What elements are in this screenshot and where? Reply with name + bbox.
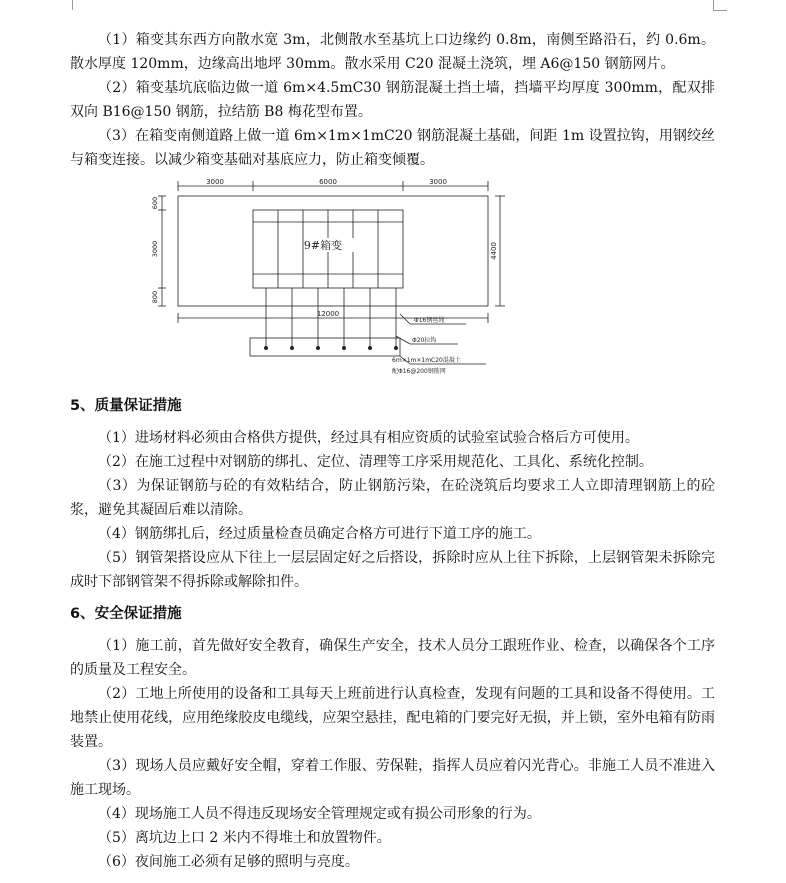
- transformer-label: 9#箱变: [303, 239, 343, 252]
- dim-top-2: 6000: [319, 178, 337, 186]
- paragraph-6-2: （2）工地上所使用的设备和工具每天上班前进行认真检查，发现有问题的工具和设备不得使用。工地禁止使用花线，应用绝缘胶皮电缆线，应架空悬挂，配电箱的门要完好无损，并上锁，室外电箱有防雨装置。: [70, 686, 715, 750]
- section-6-heading: 6、安全保证措施: [70, 606, 182, 622]
- document-page: [70, 28, 715, 874]
- foundation-drawing: [70, 176, 715, 392]
- page-corner-mark-right-h: [713, 10, 727, 11]
- note-anchor: Φ20拉钩: [412, 337, 437, 344]
- paragraph-6-3: （3）现场人员应戴好安全帽，穿着工作服、劳保鞋，指挥人员应着闪光背心。非施工人员不准进入施工现场。: [70, 758, 715, 798]
- paragraph-5-2: （2）在施工过程中对钢筋的绑扎、定位、清理等工序采用规范化、工具化、系统化控制。: [98, 454, 653, 470]
- paragraph-4-3: （3）在箱变南侧道路上做一道 6m×1m×1mC20 钢筋混凝土基础，间距 1m 设置拉钩，用钢绞丝与箱变连接。以减少箱变基础对基底应力，防止箱变倾覆。: [70, 128, 715, 168]
- paragraph-5-1: （1）进场材料必须由合格供方提供，经过具有相应资质的试验室试验合格后方可使用。: [98, 430, 639, 446]
- dim-top-1: 3000: [206, 178, 224, 186]
- paragraph-5-5: （5）钢管架搭设应从下往上一层层固定好之后搭设，拆除时应从上往下拆除，上层钢管架未拆除完成时下部钢管架不得拆除或解除扣件。: [70, 550, 715, 590]
- paragraph-5-4: （4）钢筋绑扎后，经过质量检查员确定合格方可进行下道工序的施工。: [98, 526, 541, 542]
- note-base-1: 6m×1m×1mC20混凝土: [392, 357, 461, 364]
- dim-top-3: 3000: [429, 178, 447, 186]
- note-rod: Φ16钢丝绳: [414, 317, 445, 324]
- paragraph-6-6: （6）夜间施工必须有足够的照明与亮度。: [98, 854, 359, 870]
- paragraph-4-1: （1）箱变其东西方向散水宽 3m，北侧散水至基坑上口边缘约 0.8m，南侧至路沿石，约 0.6m。散水厚度 120mm，边缘高出地坪 30mm。散水采用 C20 混凝土浇筑，埋 A6@150 钢筋网片。: [70, 32, 715, 72]
- paragraph-5-3: （3）为保证钢筋与砼的有效粘结合，防止钢筋污染，在砼浇筑后均要求工人立即清理钢筋上的砼浆，避免其凝固后难以清除。: [70, 478, 715, 518]
- dim-right: 4400: [490, 242, 498, 260]
- paragraph-6-1: （1）施工前，首先做好安全教育，确保生产安全，技术人员分工跟班作业、检查，以确保各个工序的质量及工程安全。: [70, 638, 715, 678]
- page-corner-mark-right: [713, 0, 714, 10]
- dim-left-1: 600: [151, 196, 159, 210]
- section-5-heading: 5、质量保证措施: [70, 398, 182, 414]
- paragraph-6-5: （5）离坑边上口 2 米内不得堆土和放置物件。: [98, 830, 391, 846]
- foundation-drawing-svg: [148, 176, 588, 392]
- south-concrete-base: [250, 338, 400, 356]
- dim-bottom: 12000: [316, 310, 340, 318]
- page-corner-mark-left: [72, 0, 73, 10]
- dim-left-2: 3000: [151, 240, 159, 258]
- dim-left-3: 800: [151, 290, 159, 304]
- paragraph-6-4: （4）现场施工人员不得违反现场安全管理规定或有损公司形象的行为。: [98, 806, 541, 822]
- paragraph-4-2: （2）箱变基坑底临边做一道 6m×4.5mC30 钢筋混凝土挡土墙，挡墙平均厚度 300mm，配双排双向 B16@150 钢筋，拉结筋 B8 梅花型布置。: [70, 80, 715, 120]
- note-base-2: 配Φ16@200钢筋网: [392, 368, 446, 375]
